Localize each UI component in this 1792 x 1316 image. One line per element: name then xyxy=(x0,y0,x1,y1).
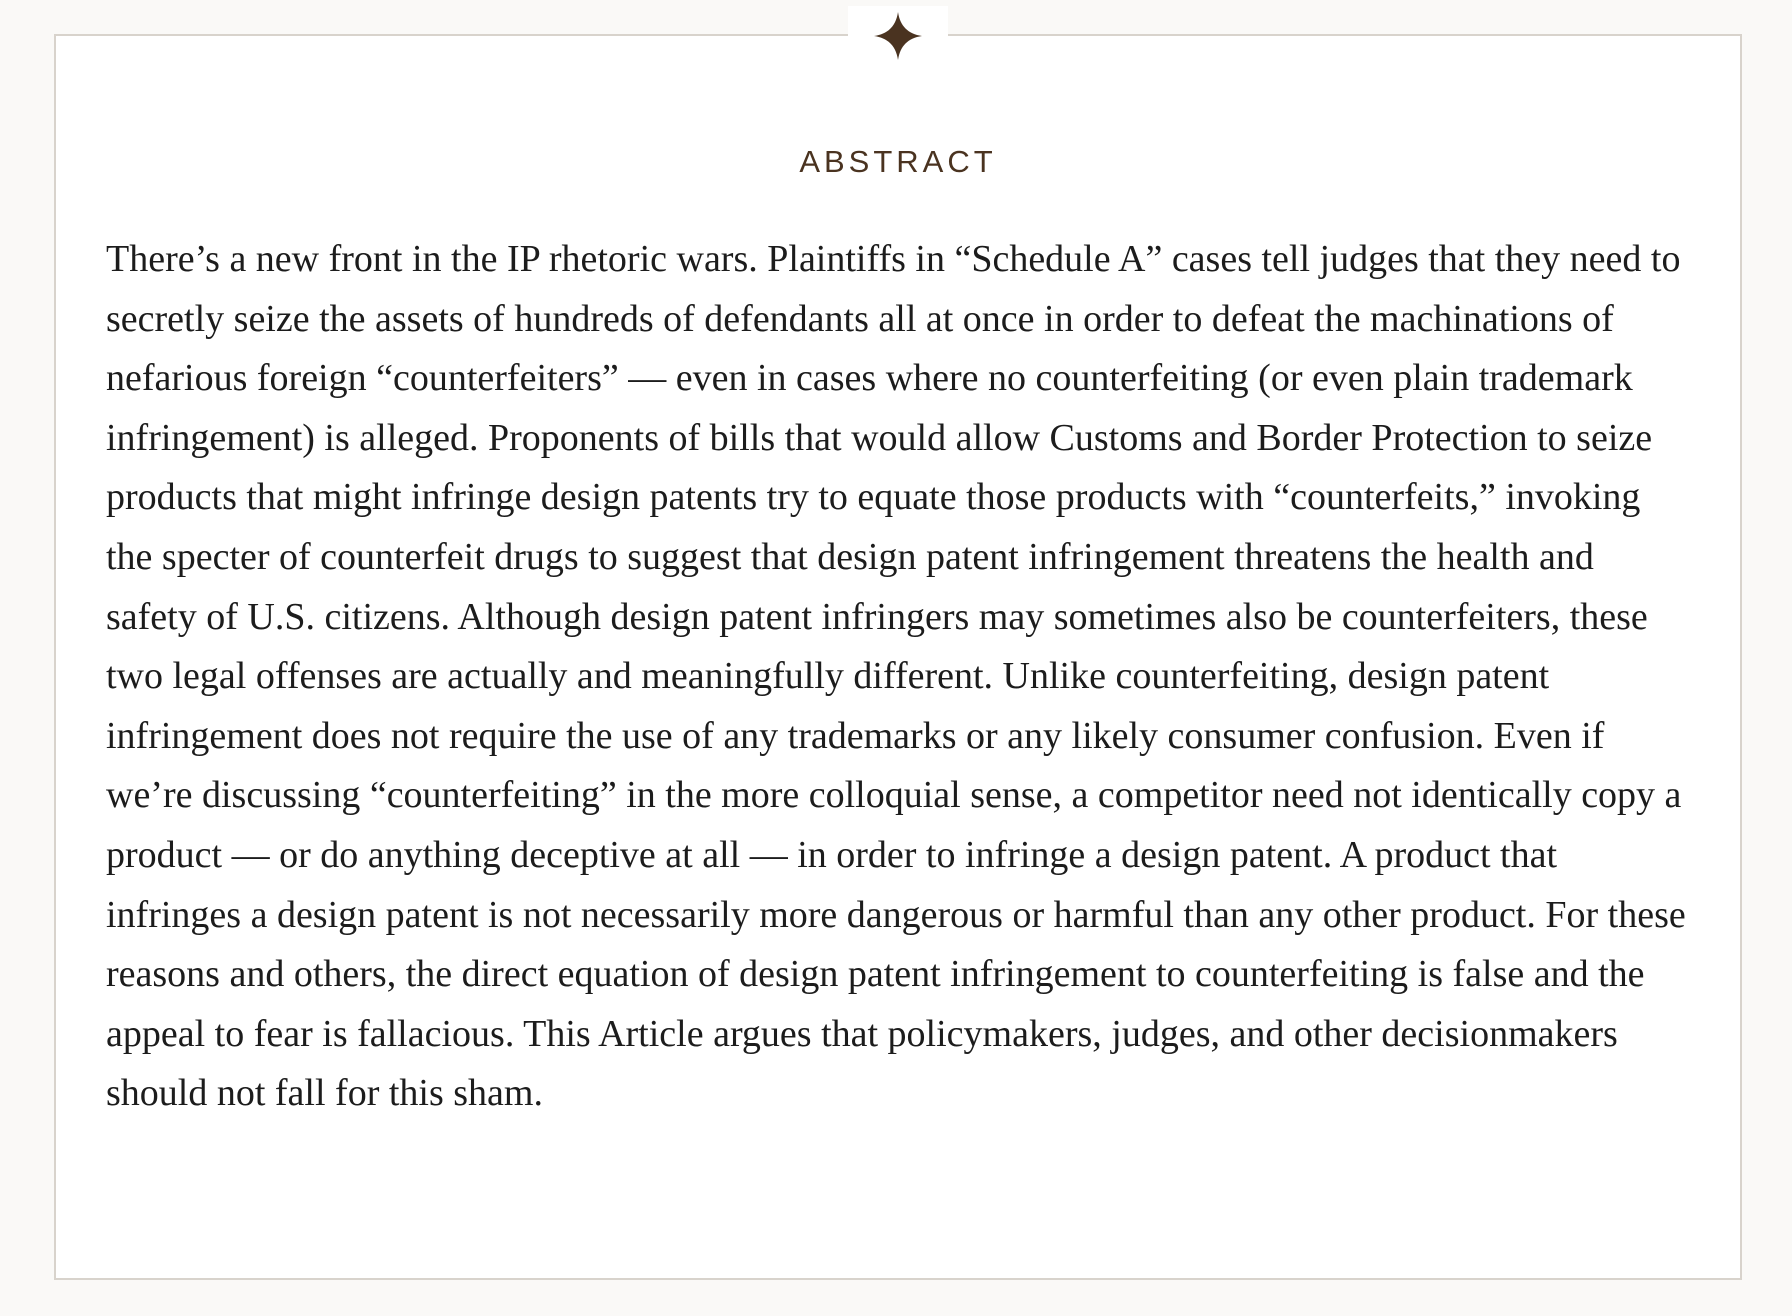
abstract-box xyxy=(54,34,1742,1280)
abstract-heading: ABSTRACT xyxy=(799,144,997,179)
abstract-body-text: There’s a new front in the IP rhetoric wars. Plaintiffs in “Schedule A” cases tell judges that they need to secretly seize the assets of hundreds of defendants all at once in order to defeat the machinations of nefarious foreign “counterfeiters” — even in cases where no counterfeiting (or even plain trademark infringement) is alleged. Proponents of bills that would allow Customs and Border Protection to seize products that might infringe design patents try to equate those products with “counterfeits,” invoking the specter of counterfeit drugs to suggest that design patent infringement threatens the health and safety of U.S. citizens. Although design patent infringers may sometimes also be counterfeiters, these two legal offenses are actually and meaningfully different. Unlike counterfeiting, design patent infringement does not require the use of any trademarks or any likely consumer confusion. Even if we’re discussing “counterfeiting” in the more colloquial sense, a competitor need not identically copy a product — or do anything deceptive at all — in order to infringe a design patent. A product that infringes a design patent is not necessarily more dangerous or harmful than any other product. For these reasons and others, the direct equation of design patent infringement to counterfeiting is false and the appeal to fear is fallacious. This Article argues that policymakers, judges, and other decisionmakers should not fall for this sham. xyxy=(106,238,1686,1115)
four-point-star-icon xyxy=(848,6,948,66)
